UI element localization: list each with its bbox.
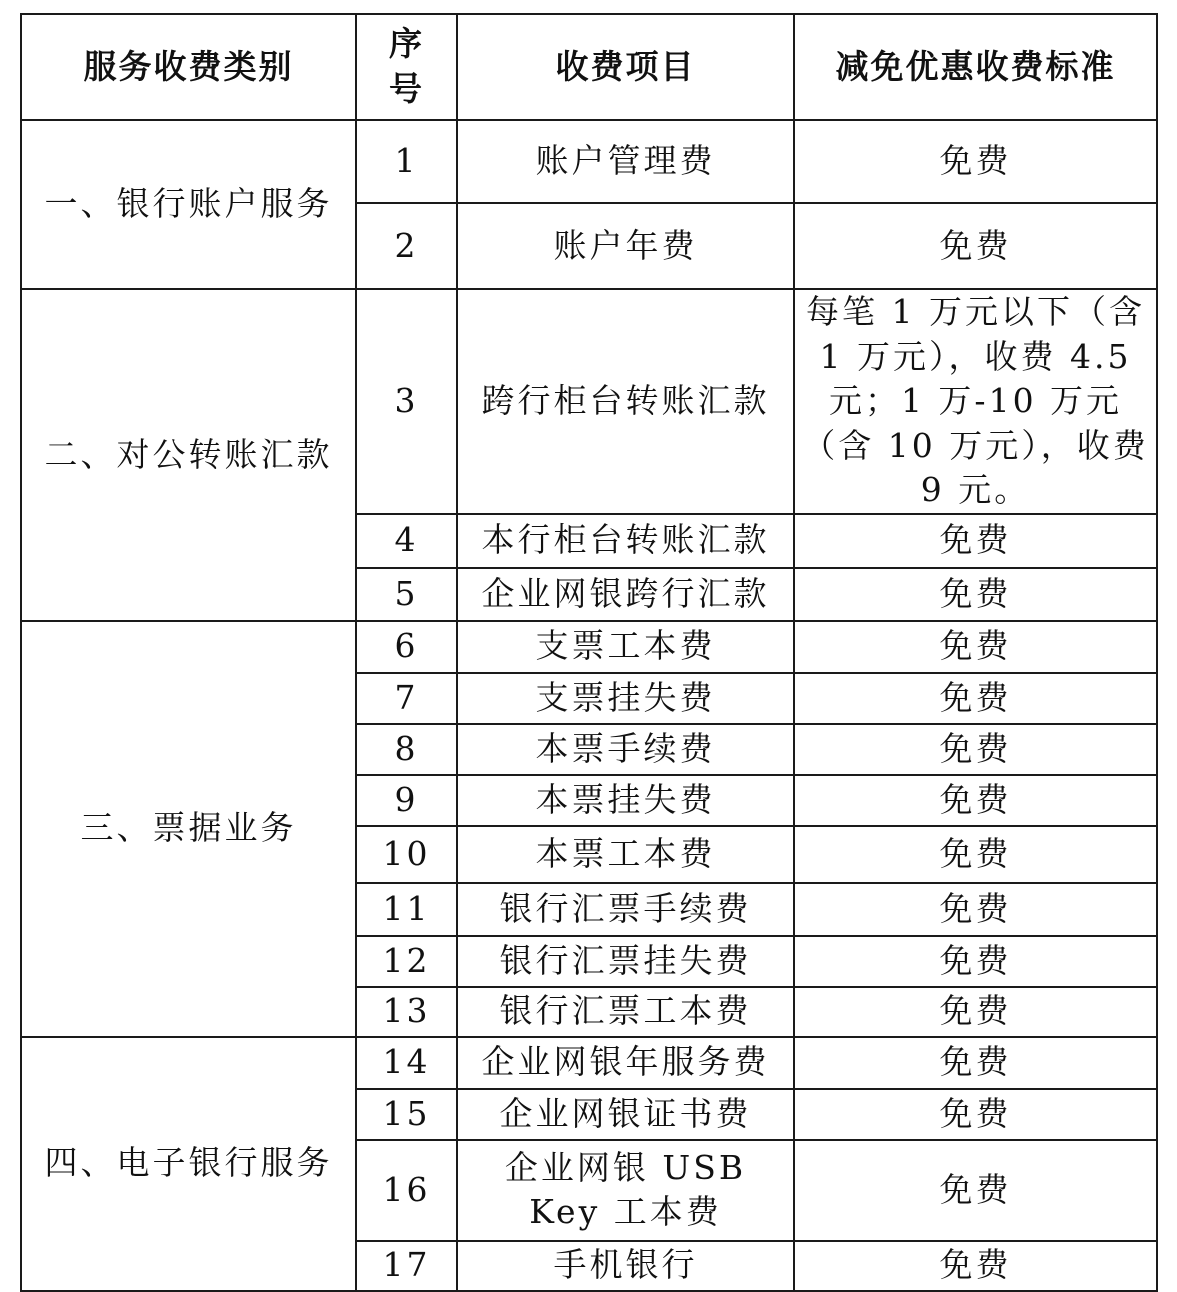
standard-cell: 免费 <box>794 1140 1157 1241</box>
fee-schedule-document <box>20 13 1156 1292</box>
seq-cell: 7 <box>356 673 457 724</box>
standard-cell: 每笔 1 万元以下（含 1 万元），收费 4.5 元；1 万-10 万元（含 10 万元），收费 9 元。 <box>794 289 1157 514</box>
seq-cell: 12 <box>356 936 457 987</box>
standard-cell: 免费 <box>794 568 1157 621</box>
seq-cell: 17 <box>356 1241 457 1291</box>
standard-cell: 免费 <box>794 775 1157 826</box>
category-cell: 三、票据业务 <box>21 621 356 1037</box>
seq-cell: 3 <box>356 289 457 514</box>
fee-schedule-table <box>20 13 1158 1292</box>
table-header-row <box>21 14 1157 120</box>
standard-cell: 免费 <box>794 120 1157 203</box>
table-row <box>21 1037 1157 1089</box>
item-cell: 跨行柜台转账汇款 <box>457 289 794 514</box>
seq-cell: 9 <box>356 775 457 826</box>
item-cell: 账户年费 <box>457 203 794 289</box>
seq-cell: 13 <box>356 987 457 1037</box>
standard-cell: 免费 <box>794 826 1157 883</box>
standard-cell: 免费 <box>794 936 1157 987</box>
category-cell: 四、电子银行服务 <box>21 1037 356 1291</box>
standard-cell: 免费 <box>794 1089 1157 1140</box>
item-cell: 企业网银年服务费 <box>457 1037 794 1089</box>
standard-cell: 免费 <box>794 621 1157 673</box>
category-cell: 二、对公转账汇款 <box>21 289 356 621</box>
seq-cell: 11 <box>356 883 457 936</box>
header-seq: 序号 <box>356 14 457 120</box>
item-cell: 企业网银证书费 <box>457 1089 794 1140</box>
item-cell: 本行柜台转账汇款 <box>457 514 794 568</box>
standard-cell: 免费 <box>794 673 1157 724</box>
seq-cell: 2 <box>356 203 457 289</box>
item-cell: 本票工本费 <box>457 826 794 883</box>
seq-cell: 14 <box>356 1037 457 1089</box>
category-cell: 一、银行账户服务 <box>21 120 356 289</box>
item-cell: 账户管理费 <box>457 120 794 203</box>
seq-cell: 10 <box>356 826 457 883</box>
item-cell: 企业网银 USB Key 工本费 <box>457 1140 794 1241</box>
standard-cell: 免费 <box>794 1037 1157 1089</box>
seq-cell: 5 <box>356 568 457 621</box>
standard-cell: 免费 <box>794 514 1157 568</box>
table-row <box>21 289 1157 514</box>
seq-cell: 16 <box>356 1140 457 1241</box>
standard-cell: 免费 <box>794 1241 1157 1291</box>
header-category: 服务收费类别 <box>21 14 356 120</box>
item-cell: 支票工本费 <box>457 621 794 673</box>
item-cell: 银行汇票工本费 <box>457 987 794 1037</box>
standard-cell: 免费 <box>794 987 1157 1037</box>
seq-cell: 6 <box>356 621 457 673</box>
table-row <box>21 621 1157 673</box>
item-cell: 银行汇票手续费 <box>457 883 794 936</box>
item-cell: 银行汇票挂失费 <box>457 936 794 987</box>
standard-cell: 免费 <box>794 203 1157 289</box>
seq-cell: 4 <box>356 514 457 568</box>
table-row <box>21 120 1157 203</box>
item-cell: 支票挂失费 <box>457 673 794 724</box>
standard-cell: 免费 <box>794 883 1157 936</box>
seq-cell: 1 <box>356 120 457 203</box>
header-standard: 减免优惠收费标准 <box>794 14 1157 120</box>
item-cell: 企业网银跨行汇款 <box>457 568 794 621</box>
seq-cell: 8 <box>356 724 457 775</box>
standard-cell: 免费 <box>794 724 1157 775</box>
seq-cell: 15 <box>356 1089 457 1140</box>
item-cell: 本票手续费 <box>457 724 794 775</box>
header-item: 收费项目 <box>457 14 794 120</box>
item-cell: 本票挂失费 <box>457 775 794 826</box>
item-cell: 手机银行 <box>457 1241 794 1291</box>
